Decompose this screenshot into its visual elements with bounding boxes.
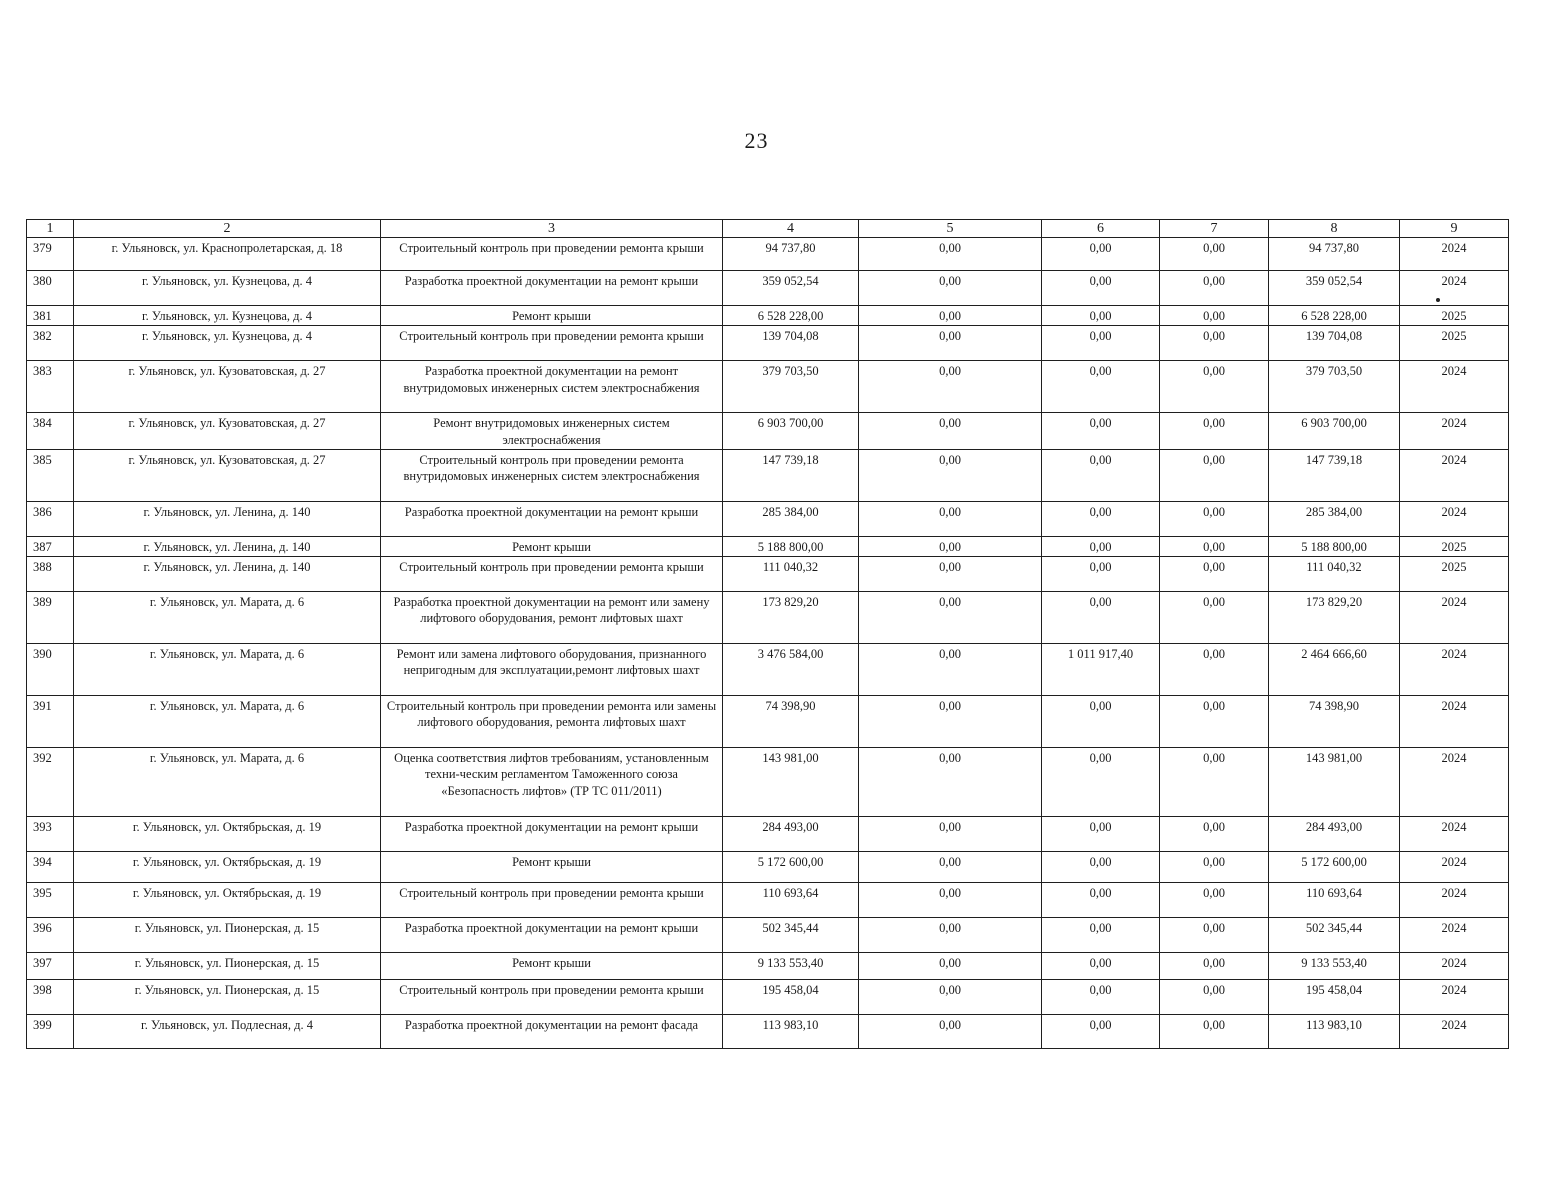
row-number-cell: 397 — [27, 953, 74, 980]
year-cell: 2025 — [1400, 536, 1509, 556]
col5-amount-cell: 0,00 — [859, 413, 1042, 450]
registry-table — [26, 219, 1509, 1049]
table-row — [27, 557, 1509, 592]
table-row — [27, 980, 1509, 1015]
work-type-cell: Ремонт крыши — [381, 953, 723, 980]
address-cell: г. Ульяновск, ул. Марата, д. 6 — [74, 696, 381, 748]
col5-amount-cell: 0,00 — [859, 953, 1042, 980]
work-type-cell: Строительный контроль при проведении ремонта крыши — [381, 326, 723, 361]
col8-amount-cell: 6 528 228,00 — [1269, 306, 1400, 326]
total-cost-cell: 113 983,10 — [723, 1015, 859, 1049]
address-cell: г. Ульяновск, ул. Кузоватовская, д. 27 — [74, 413, 381, 450]
total-cost-cell: 143 981,00 — [723, 748, 859, 817]
row-number-cell: 398 — [27, 980, 74, 1015]
row-number-cell: 389 — [27, 592, 74, 644]
table-row — [27, 852, 1509, 883]
table-row — [27, 536, 1509, 556]
row-number-cell: 396 — [27, 918, 74, 953]
col8-amount-cell: 110 693,64 — [1269, 883, 1400, 918]
column-header: 6 — [1042, 220, 1160, 238]
year-cell: 2024 — [1400, 413, 1509, 450]
col6-amount-cell: 0,00 — [1042, 536, 1160, 556]
col5-amount-cell: 0,00 — [859, 501, 1042, 536]
work-type-cell: Оценка соответствия лифтов требованиям, установленным техни-ческим регламентом Таможенного союза «Безопасность лифтов» (ТР ТС 011/2011) — [381, 748, 723, 817]
col5-amount-cell: 0,00 — [859, 696, 1042, 748]
table-row — [27, 883, 1509, 918]
col6-amount-cell: 0,00 — [1042, 1015, 1160, 1049]
col8-amount-cell: 147 739,18 — [1269, 449, 1400, 501]
work-type-cell: Строительный контроль при проведении ремонта внутридомовых инженерных систем электроснабжения — [381, 449, 723, 501]
address-cell: г. Ульяновск, ул. Марата, д. 6 — [74, 644, 381, 696]
col6-amount-cell: 0,00 — [1042, 557, 1160, 592]
col8-amount-cell: 111 040,32 — [1269, 557, 1400, 592]
total-cost-cell: 6 903 700,00 — [723, 413, 859, 450]
work-type-cell: Разработка проектной документации на ремонт или замену лифтового оборудования, ремонт лифтовых шахт — [381, 592, 723, 644]
col7-amount-cell: 0,00 — [1160, 592, 1269, 644]
col5-amount-cell: 0,00 — [859, 1015, 1042, 1049]
col6-amount-cell: 0,00 — [1042, 306, 1160, 326]
work-type-cell: Ремонт внутридомовых инженерных систем электроснабжения — [381, 413, 723, 450]
work-type-cell: Строительный контроль при проведении ремонта крыши — [381, 883, 723, 918]
year-cell: 2024 — [1400, 592, 1509, 644]
row-number-cell: 388 — [27, 557, 74, 592]
col5-amount-cell: 0,00 — [859, 748, 1042, 817]
address-cell: г. Ульяновск, ул. Кузоватовская, д. 27 — [74, 449, 381, 501]
total-cost-cell: 195 458,04 — [723, 980, 859, 1015]
col8-amount-cell: 74 398,90 — [1269, 696, 1400, 748]
year-cell: 2024 — [1400, 748, 1509, 817]
col6-amount-cell: 0,00 — [1042, 817, 1160, 852]
col5-amount-cell: 0,00 — [859, 306, 1042, 326]
col5-amount-cell: 0,00 — [859, 980, 1042, 1015]
address-cell: г. Ульяновск, ул. Кузоватовская, д. 27 — [74, 361, 381, 413]
col7-amount-cell: 0,00 — [1160, 326, 1269, 361]
col6-amount-cell: 0,00 — [1042, 883, 1160, 918]
col8-amount-cell: 195 458,04 — [1269, 980, 1400, 1015]
total-cost-cell: 173 829,20 — [723, 592, 859, 644]
col6-amount-cell: 0,00 — [1042, 918, 1160, 953]
col6-amount-cell: 0,00 — [1042, 696, 1160, 748]
column-header: 1 — [27, 220, 74, 238]
col5-amount-cell: 0,00 — [859, 918, 1042, 953]
row-number-cell: 381 — [27, 306, 74, 326]
column-header: 5 — [859, 220, 1042, 238]
col7-amount-cell: 0,00 — [1160, 501, 1269, 536]
table-row — [27, 271, 1509, 306]
col6-amount-cell: 0,00 — [1042, 852, 1160, 883]
work-type-cell: Строительный контроль при проведении ремонта крыши — [381, 557, 723, 592]
col8-amount-cell: 173 829,20 — [1269, 592, 1400, 644]
row-number-cell: 394 — [27, 852, 74, 883]
col7-amount-cell: 0,00 — [1160, 306, 1269, 326]
total-cost-cell: 74 398,90 — [723, 696, 859, 748]
col8-amount-cell: 359 052,54 — [1269, 271, 1400, 306]
work-type-cell: Строительный контроль при проведении ремонта крыши — [381, 238, 723, 271]
work-type-cell: Разработка проектной документации на ремонт крыши — [381, 271, 723, 306]
total-cost-cell: 5 172 600,00 — [723, 852, 859, 883]
table-row — [27, 306, 1509, 326]
table-row — [27, 592, 1509, 644]
table-row — [27, 501, 1509, 536]
total-cost-cell: 3 476 584,00 — [723, 644, 859, 696]
total-cost-cell: 94 737,80 — [723, 238, 859, 271]
address-cell: г. Ульяновск, ул. Пионерская, д. 15 — [74, 918, 381, 953]
column-header: 4 — [723, 220, 859, 238]
col8-amount-cell: 379 703,50 — [1269, 361, 1400, 413]
total-cost-cell: 502 345,44 — [723, 918, 859, 953]
col7-amount-cell: 0,00 — [1160, 238, 1269, 271]
page-number: 23 — [744, 128, 769, 153]
year-cell: 2024 — [1400, 449, 1509, 501]
col5-amount-cell: 0,00 — [859, 238, 1042, 271]
work-type-cell: Разработка проектной документации на ремонт внутридомовых инженерных систем электроснабжения — [381, 361, 723, 413]
work-type-cell: Ремонт крыши — [381, 852, 723, 883]
year-cell: 2024 — [1400, 696, 1509, 748]
year-cell: 2024 — [1400, 980, 1509, 1015]
row-number-cell: 387 — [27, 536, 74, 556]
col6-amount-cell: 0,00 — [1042, 501, 1160, 536]
col8-amount-cell: 94 737,80 — [1269, 238, 1400, 271]
col7-amount-cell: 0,00 — [1160, 557, 1269, 592]
row-number-cell: 382 — [27, 326, 74, 361]
col6-amount-cell: 0,00 — [1042, 326, 1160, 361]
total-cost-cell: 285 384,00 — [723, 501, 859, 536]
row-number-cell: 385 — [27, 449, 74, 501]
work-type-cell: Ремонт крыши — [381, 306, 723, 326]
col5-amount-cell: 0,00 — [859, 361, 1042, 413]
col5-amount-cell: 0,00 — [859, 557, 1042, 592]
col6-amount-cell: 0,00 — [1042, 449, 1160, 501]
col7-amount-cell: 0,00 — [1160, 1015, 1269, 1049]
year-cell: 2025 — [1400, 306, 1509, 326]
year-cell: 2024 — [1400, 271, 1509, 306]
work-type-cell: Разработка проектной документации на ремонт крыши — [381, 501, 723, 536]
col5-amount-cell: 0,00 — [859, 326, 1042, 361]
table-row — [27, 918, 1509, 953]
col7-amount-cell: 0,00 — [1160, 536, 1269, 556]
col5-amount-cell: 0,00 — [859, 271, 1042, 306]
col6-amount-cell: 0,00 — [1042, 592, 1160, 644]
row-number-cell: 383 — [27, 361, 74, 413]
column-header: 8 — [1269, 220, 1400, 238]
total-cost-cell: 6 528 228,00 — [723, 306, 859, 326]
table-body — [27, 238, 1509, 1049]
address-cell: г. Ульяновск, ул. Ленина, д. 140 — [74, 536, 381, 556]
row-number-cell: 386 — [27, 501, 74, 536]
table-row — [27, 644, 1509, 696]
table-row — [27, 696, 1509, 748]
year-cell: 2024 — [1400, 238, 1509, 271]
col6-amount-cell: 0,00 — [1042, 748, 1160, 817]
col7-amount-cell: 0,00 — [1160, 980, 1269, 1015]
work-type-cell: Разработка проектной документации на ремонт фасада — [381, 1015, 723, 1049]
table-row — [27, 449, 1509, 501]
col7-amount-cell: 0,00 — [1160, 361, 1269, 413]
total-cost-cell: 111 040,32 — [723, 557, 859, 592]
col8-amount-cell: 5 188 800,00 — [1269, 536, 1400, 556]
year-cell: 2024 — [1400, 361, 1509, 413]
address-cell: г. Ульяновск, ул. Кузнецова, д. 4 — [74, 326, 381, 361]
col8-amount-cell: 502 345,44 — [1269, 918, 1400, 953]
year-cell: 2024 — [1400, 852, 1509, 883]
col8-amount-cell: 6 903 700,00 — [1269, 413, 1400, 450]
address-cell: г. Ульяновск, ул. Подлесная, д. 4 — [74, 1015, 381, 1049]
column-header: 9 — [1400, 220, 1509, 238]
col7-amount-cell: 0,00 — [1160, 748, 1269, 817]
col8-amount-cell: 139 704,08 — [1269, 326, 1400, 361]
total-cost-cell: 139 704,08 — [723, 326, 859, 361]
address-cell: г. Ульяновск, ул. Октябрьская, д. 19 — [74, 852, 381, 883]
address-cell: г. Ульяновск, ул. Марата, д. 6 — [74, 748, 381, 817]
col7-amount-cell: 0,00 — [1160, 918, 1269, 953]
total-cost-cell: 5 188 800,00 — [723, 536, 859, 556]
address-cell: г. Ульяновск, ул. Октябрьская, д. 19 — [74, 883, 381, 918]
col8-amount-cell: 113 983,10 — [1269, 1015, 1400, 1049]
col7-amount-cell: 0,00 — [1160, 883, 1269, 918]
column-header: 2 — [74, 220, 381, 238]
table-row — [27, 817, 1509, 852]
column-header: 3 — [381, 220, 723, 238]
column-header: 7 — [1160, 220, 1269, 238]
col8-amount-cell: 2 464 666,60 — [1269, 644, 1400, 696]
col8-amount-cell: 285 384,00 — [1269, 501, 1400, 536]
col7-amount-cell: 0,00 — [1160, 644, 1269, 696]
table-row — [27, 361, 1509, 413]
address-cell: г. Ульяновск, ул. Октябрьская, д. 19 — [74, 817, 381, 852]
row-number-cell: 384 — [27, 413, 74, 450]
address-cell: г. Ульяновск, ул. Пионерская, д. 15 — [74, 980, 381, 1015]
col6-amount-cell: 0,00 — [1042, 238, 1160, 271]
row-number-cell: 393 — [27, 817, 74, 852]
row-number-cell: 399 — [27, 1015, 74, 1049]
table-row — [27, 1015, 1509, 1049]
col7-amount-cell: 0,00 — [1160, 413, 1269, 450]
scan-mark — [1436, 298, 1440, 302]
year-cell: 2024 — [1400, 918, 1509, 953]
row-number-cell: 392 — [27, 748, 74, 817]
col5-amount-cell: 0,00 — [859, 536, 1042, 556]
col7-amount-cell: 0,00 — [1160, 449, 1269, 501]
col8-amount-cell: 284 493,00 — [1269, 817, 1400, 852]
address-cell: г. Ульяновск, ул. Краснопролетарская, д. 18 — [74, 238, 381, 271]
table-row — [27, 413, 1509, 450]
total-cost-cell: 379 703,50 — [723, 361, 859, 413]
work-type-cell: Строительный контроль при проведении ремонта крыши — [381, 980, 723, 1015]
address-cell: г. Ульяновск, ул. Марата, д. 6 — [74, 592, 381, 644]
header-row — [27, 220, 1509, 238]
row-number-cell: 379 — [27, 238, 74, 271]
col6-amount-cell: 1 011 917,40 — [1042, 644, 1160, 696]
total-cost-cell: 284 493,00 — [723, 817, 859, 852]
total-cost-cell: 359 052,54 — [723, 271, 859, 306]
total-cost-cell: 147 739,18 — [723, 449, 859, 501]
work-type-cell: Ремонт крыши — [381, 536, 723, 556]
year-cell: 2024 — [1400, 501, 1509, 536]
year-cell: 2025 — [1400, 326, 1509, 361]
year-cell: 2024 — [1400, 644, 1509, 696]
col6-amount-cell: 0,00 — [1042, 361, 1160, 413]
registry-table-container — [26, 219, 1508, 1049]
table-row — [27, 326, 1509, 361]
total-cost-cell: 110 693,64 — [723, 883, 859, 918]
row-number-cell: 395 — [27, 883, 74, 918]
row-number-cell: 380 — [27, 271, 74, 306]
row-number-cell: 390 — [27, 644, 74, 696]
col5-amount-cell: 0,00 — [859, 592, 1042, 644]
col7-amount-cell: 0,00 — [1160, 953, 1269, 980]
total-cost-cell: 9 133 553,40 — [723, 953, 859, 980]
address-cell: г. Ульяновск, ул. Кузнецова, д. 4 — [74, 271, 381, 306]
col7-amount-cell: 0,00 — [1160, 817, 1269, 852]
col5-amount-cell: 0,00 — [859, 817, 1042, 852]
year-cell: 2024 — [1400, 1015, 1509, 1049]
address-cell: г. Ульяновск, ул. Ленина, д. 140 — [74, 557, 381, 592]
col8-amount-cell: 9 133 553,40 — [1269, 953, 1400, 980]
col6-amount-cell: 0,00 — [1042, 980, 1160, 1015]
table-row — [27, 953, 1509, 980]
col5-amount-cell: 0,00 — [859, 883, 1042, 918]
col7-amount-cell: 0,00 — [1160, 852, 1269, 883]
work-type-cell: Ремонт или замена лифтового оборудования, признанного непригодным для эксплуатации,ремонт лифтовых шахт — [381, 644, 723, 696]
col5-amount-cell: 0,00 — [859, 449, 1042, 501]
col8-amount-cell: 143 981,00 — [1269, 748, 1400, 817]
year-cell: 2024 — [1400, 953, 1509, 980]
year-cell: 2024 — [1400, 883, 1509, 918]
col6-amount-cell: 0,00 — [1042, 271, 1160, 306]
col6-amount-cell: 0,00 — [1042, 413, 1160, 450]
table-row — [27, 238, 1509, 271]
year-cell: 2024 — [1400, 817, 1509, 852]
table-row — [27, 748, 1509, 817]
address-cell: г. Ульяновск, ул. Кузнецова, д. 4 — [74, 306, 381, 326]
col6-amount-cell: 0,00 — [1042, 953, 1160, 980]
work-type-cell: Строительный контроль при проведении ремонта или замены лифтового оборудования, ремонта лифтовых шахт — [381, 696, 723, 748]
col5-amount-cell: 0,00 — [859, 644, 1042, 696]
col7-amount-cell: 0,00 — [1160, 271, 1269, 306]
col5-amount-cell: 0,00 — [859, 852, 1042, 883]
col7-amount-cell: 0,00 — [1160, 696, 1269, 748]
row-number-cell: 391 — [27, 696, 74, 748]
work-type-cell: Разработка проектной документации на ремонт крыши — [381, 817, 723, 852]
work-type-cell: Разработка проектной документации на ремонт крыши — [381, 918, 723, 953]
year-cell: 2025 — [1400, 557, 1509, 592]
address-cell: г. Ульяновск, ул. Ленина, д. 140 — [74, 501, 381, 536]
col8-amount-cell: 5 172 600,00 — [1269, 852, 1400, 883]
address-cell: г. Ульяновск, ул. Пионерская, д. 15 — [74, 953, 381, 980]
